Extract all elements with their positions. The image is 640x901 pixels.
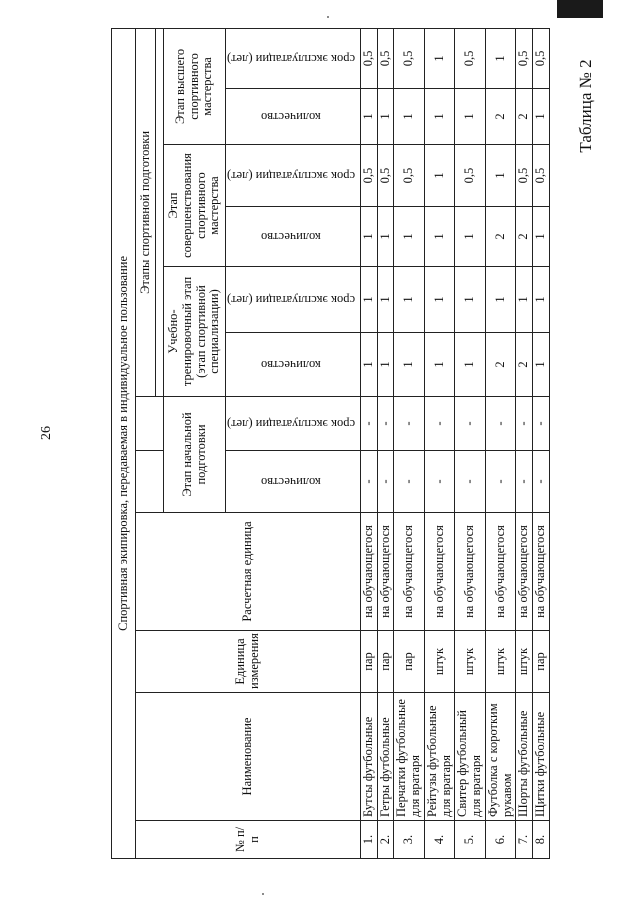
cell-value: 1 (533, 267, 550, 333)
cell-value: 0,5 (455, 145, 486, 207)
header-num: № п/п (136, 821, 361, 859)
cell-value: - (360, 451, 377, 513)
cell-value: 1 (377, 207, 394, 267)
cell-value: 1 (516, 267, 533, 333)
header-name: Наименование (136, 693, 361, 821)
cell-value: 1 (424, 267, 455, 333)
cell-calc-unit: на обучающегося (424, 513, 455, 631)
table-row (485, 28, 516, 858)
cell-value: 1 (424, 145, 455, 207)
cell-value: 1 (360, 333, 377, 397)
scan-speck (262, 893, 264, 895)
cell-calc-unit: на обучающегося (485, 513, 516, 631)
cell-value: 2 (516, 333, 533, 397)
cell-value: 0,5 (360, 145, 377, 207)
cell-value: 2 (485, 207, 516, 267)
cell-unit: пар (377, 631, 394, 693)
cell-value: - (377, 397, 394, 451)
header-term: срок эксплуатации (лет) (226, 28, 361, 88)
cell-value: 2 (516, 89, 533, 145)
cell-value: - (485, 451, 516, 513)
header-stages-group: Этапы спортивной подготовки (136, 28, 156, 396)
cell-value: 1 (455, 207, 486, 267)
cell-calc-unit: на обучающегося (533, 513, 550, 631)
cell-value: 1 (455, 267, 486, 333)
cell-unit: штук (485, 631, 516, 693)
cell-value: - (394, 397, 425, 451)
header-spacer (136, 397, 156, 451)
table-row (424, 28, 455, 858)
cell-num: 4. (424, 821, 455, 859)
header-term: срок эксплуатации (лет) (226, 145, 361, 207)
header-qty: количество (226, 333, 361, 397)
header-spacer (156, 451, 164, 513)
cell-value: 2 (485, 333, 516, 397)
header-stage-highest: Этап высшего спортивного мастерства (164, 28, 226, 144)
cell-num: 6. (485, 821, 516, 859)
cell-num: 7. (516, 821, 533, 859)
cell-value: - (516, 397, 533, 451)
cell-value: 1 (455, 89, 486, 145)
cell-value: 0,5 (516, 145, 533, 207)
cell-value: 1 (394, 333, 425, 397)
cell-value: 1 (360, 267, 377, 333)
cell-value: 2 (485, 89, 516, 145)
cell-unit: штук (455, 631, 486, 693)
cell-value: 1 (424, 28, 455, 88)
cell-num: 2. (377, 821, 394, 859)
cell-value: - (377, 451, 394, 513)
cell-value: 0,5 (360, 28, 377, 88)
equipment-table (111, 28, 550, 859)
cell-value: 1 (424, 89, 455, 145)
cell-value: 0,5 (394, 145, 425, 207)
cell-name: Шорты футбольные (516, 693, 533, 821)
cell-num: 5. (455, 821, 486, 859)
cell-value: 0,5 (516, 28, 533, 88)
header-stage-initial: Этап начальной подготовки (164, 397, 226, 513)
redaction-mark (557, 0, 603, 18)
cell-value: 0,5 (455, 28, 486, 88)
cell-unit: штук (516, 631, 533, 693)
cell-name: Гетры футбольные (377, 693, 394, 821)
cell-value: - (455, 397, 486, 451)
cell-value: - (424, 451, 455, 513)
cell-unit: пар (360, 631, 377, 693)
cell-value: 2 (516, 207, 533, 267)
header-spacer (156, 28, 164, 396)
cell-calc-unit: на обучающегося (394, 513, 425, 631)
cell-value: - (424, 397, 455, 451)
cell-name: Свитер футбольный для вратаря (455, 693, 486, 821)
equipment-table-container (111, 29, 548, 859)
header-qty: количество (226, 451, 361, 513)
cell-name: Футболка с коротким рукавом (485, 693, 516, 821)
header-stage-training: Учебно-тренировочный этап (этап спортивной специализации) (164, 267, 226, 397)
cell-value: 1 (533, 89, 550, 145)
cell-value: 1 (377, 267, 394, 333)
header-term: срок эксплуатации (лет) (226, 397, 361, 451)
header-stage-improvement: Этап совершенствования спортивного мастерства (164, 145, 226, 267)
cell-value: 1 (424, 333, 455, 397)
cell-num: 1. (360, 821, 377, 859)
cell-value: - (455, 451, 486, 513)
header-qty: количество (226, 89, 361, 145)
cell-value: 1 (533, 207, 550, 267)
header-qty: количество (226, 207, 361, 267)
cell-value: 0,5 (394, 28, 425, 88)
cell-calc-unit: на обучающегося (516, 513, 533, 631)
cell-value: 1 (424, 207, 455, 267)
table-row (455, 28, 486, 858)
cell-unit: пар (394, 631, 425, 693)
cell-calc-unit: на обучающегося (377, 513, 394, 631)
page-number: 26 (39, 426, 54, 440)
cell-num: 8. (533, 821, 550, 859)
cell-value: 0,5 (377, 28, 394, 88)
cell-value: 0,5 (377, 145, 394, 207)
cell-value: 1 (485, 267, 516, 333)
cell-value: - (394, 451, 425, 513)
cell-name: Рейтузы футбольные для вратаря (424, 693, 455, 821)
header-unit: Единица измерения (136, 631, 361, 693)
cell-value: 1 (360, 207, 377, 267)
cell-name: Бутсы футбольные (360, 693, 377, 821)
cell-value: 1 (377, 89, 394, 145)
cell-value: 1 (485, 145, 516, 207)
cell-unit: штук (424, 631, 455, 693)
cell-calc-unit: на обучающегося (455, 513, 486, 631)
cell-value: 1 (394, 207, 425, 267)
cell-value: 1 (533, 333, 550, 397)
header-calc-unit: Расчетная единица (136, 513, 361, 631)
cell-value: - (533, 451, 550, 513)
cell-name: Щитки футбольные (533, 693, 550, 821)
table-row (360, 28, 377, 858)
cell-value: - (485, 397, 516, 451)
cell-value: 0,5 (533, 28, 550, 88)
header-spacer (136, 451, 156, 513)
header-term: срок эксплуатации (лет) (226, 267, 361, 333)
table-number: Таблица № 2 (576, 59, 595, 153)
scan-speck (327, 16, 329, 18)
cell-value: 1 (377, 333, 394, 397)
cell-name: Перчатки футбольные для вратаря (394, 693, 425, 821)
cell-unit: пар (533, 631, 550, 693)
table-caption: Спортивная экипировка, передаваемая в индивидуальное пользование (112, 28, 136, 858)
cell-value: 1 (455, 333, 486, 397)
cell-value: - (360, 397, 377, 451)
cell-value: 1 (394, 89, 425, 145)
cell-value: 0,5 (533, 145, 550, 207)
header-spacer (156, 397, 164, 451)
cell-value: - (533, 397, 550, 451)
cell-value: 1 (485, 28, 516, 88)
cell-calc-unit: на обучающегося (360, 513, 377, 631)
table-row (516, 28, 533, 858)
cell-value: 1 (394, 267, 425, 333)
cell-value: - (516, 451, 533, 513)
cell-value: 1 (360, 89, 377, 145)
table-row (533, 28, 550, 858)
table-row (377, 28, 394, 858)
cell-num: 3. (394, 821, 425, 859)
table-row (394, 28, 425, 858)
